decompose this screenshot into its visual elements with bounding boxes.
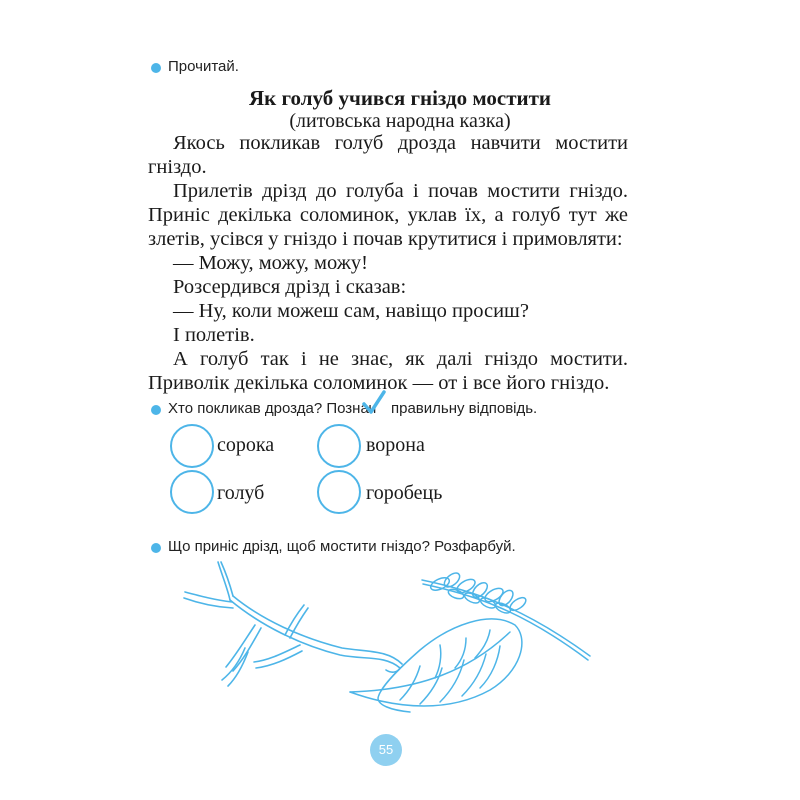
twig-icon[interactable] [184, 562, 402, 686]
feather-icon[interactable] [350, 619, 522, 712]
story-paragraph: Розсердився дрізд і сказав: [173, 276, 407, 298]
story-subtitle: (литовська народна казка) [289, 110, 511, 132]
story-paragraph: А голуб так і не знає, як далі гніздо мостити. Приволік декілька соломинок — от і все його гніздо. [148, 348, 628, 394]
story-paragraph: — Можу, можу, можу! [173, 252, 368, 274]
answer-label: сорока [217, 434, 275, 456]
answer-label: голуб [217, 482, 265, 504]
answer-label: ворона [366, 434, 425, 456]
story-paragraph: І полетів. [173, 324, 255, 346]
story-paragraph: — Ну, коли можеш сам, навіщо просиш? [173, 300, 529, 322]
instruction-read: Прочитай. [168, 58, 239, 75]
story-paragraph: Прилетів дрізд до голуба і почав мостити гніздо. Приніс декілька соломинок, уклав їх, а голуб тут же злетів, усівся у гніздо і почав крутитися і примовляти: [148, 180, 628, 250]
answer-label: горобець [366, 482, 443, 504]
question-what-brought: Що приніс дрізд, щоб мостити гніздо? Розфарбуй. [168, 538, 516, 555]
story-paragraph: Якось покликав голуб дрозда навчити мостити гніздо. [148, 132, 628, 178]
question-who-called-part2: правильну відповідь. [391, 400, 538, 417]
story-title: Як голуб учився гніздо мостити [248, 86, 552, 110]
page-number: 55 [370, 734, 402, 766]
question-who-called-part1: Хто покликав дрозда? Познач [168, 400, 377, 417]
wheat-ear-icon[interactable] [422, 570, 590, 660]
